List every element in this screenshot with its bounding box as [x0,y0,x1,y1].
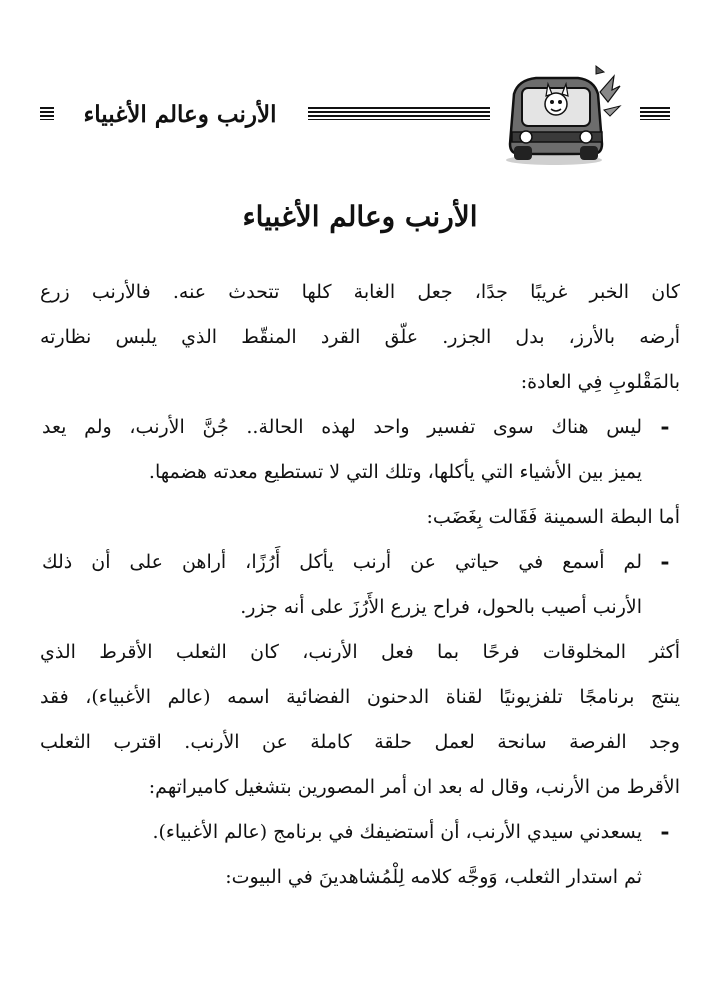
dialogue-dash: - [660,819,670,845]
chapter-title: الأرنب وعالم الأغبياء [242,200,478,233]
dialogue-dash: - [660,414,670,440]
text-line: بالمَقْلوبِ فِي العادة: [520,371,680,393]
bus-logo-icon [492,60,622,170]
text-line: وجد الفرصة سانحة لعمل حلقة كاملة عن الأرنب. اقترب الثعلب [40,731,680,753]
header-rule-left [40,107,54,120]
text-line: ينتج برنامجًا تلفزيونيًا لقناة الدحنون الفضائية اسمه (عالم الأغبياء)، فقد [40,686,680,708]
text-line: الأقرط من الأرنب، وقال له بعد ان أمر المصورين بتشغيل كاميراتهم: [148,776,680,798]
header-rule-middle [308,107,490,120]
text-line: أرضه بالأرز، بدل الجزر. علّق القرد المنقّط الذي يلبس نظارته [40,326,680,348]
header-title: الأرنب وعالم الأغبياء [83,101,277,128]
dialogue-dash: - [660,549,670,575]
text-line: يميز بين الأشياء التي يأكلها، وتلك التي لا تستطيع معدته هضمها. [148,461,642,483]
text-line: ثم استدار الثعلب، وَوجَّه كلامه لِلْمُشاهدينَ في البيوت: [225,866,642,888]
header-rule-right [640,107,670,120]
running-header [40,60,680,170]
text-line: الأرنب أصيب بالحول، فراح يزرع الأَرُزَ على أنه جزر. [240,596,642,618]
text-line: لم أسمع في حياتي عن أرنب يأكل أَرُزًا، أراهن على أن ذلك [42,551,642,573]
text-line: كان الخبر غريبًا جدًا، جعل الغابة كلها تتحدث عنه. فالأرنب زرع [40,281,680,303]
text-line: أكثر المخلوقات فرحًا بما فعل الأرنب، كان الثعلب الأقرط الذي [40,641,680,663]
text-line: يسعدني سيدي الأرنب، أن أستضيفك في برنامج (عالم الأغبياء). [152,821,642,843]
text-line: ليس هناك سوى تفسير واحد لهذه الحالة.. جُنَّ الأرنب، ولم يعد [42,416,642,438]
text-line: أما البطة السمينة فَقَالت بِغَضَب: [426,506,680,528]
